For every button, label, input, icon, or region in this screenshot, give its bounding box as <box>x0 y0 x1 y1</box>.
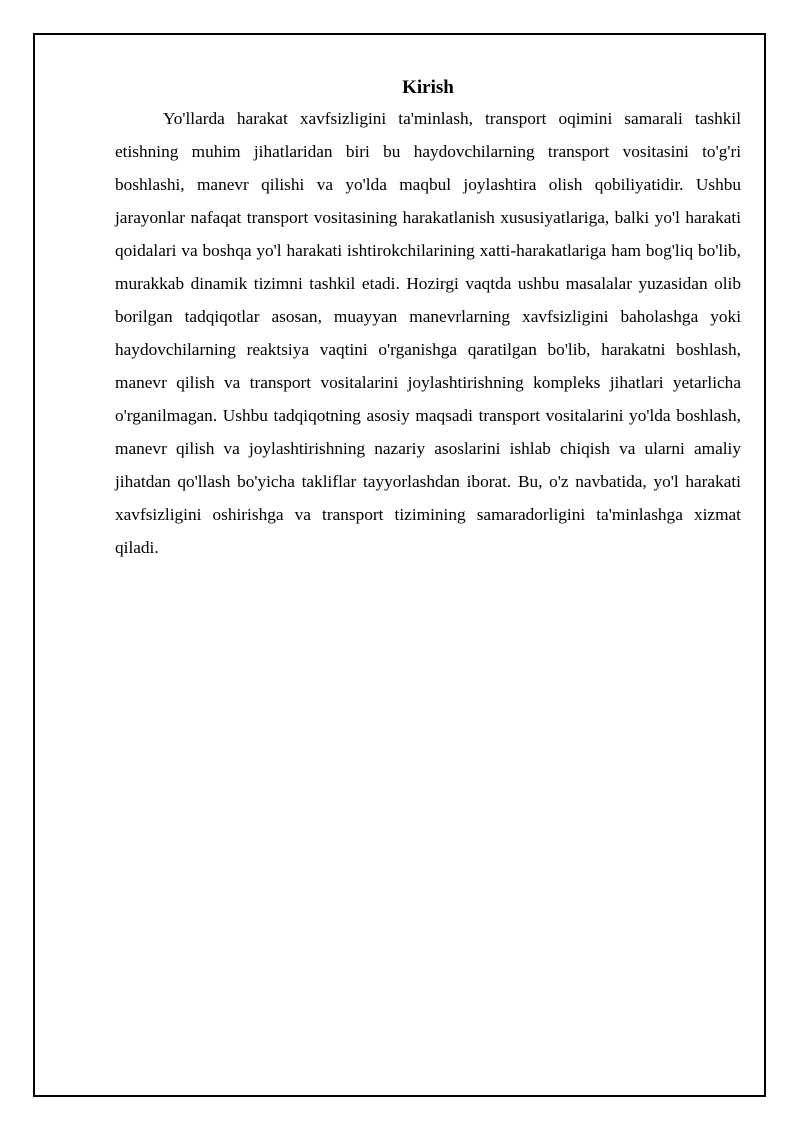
section-heading: Kirish <box>402 77 454 98</box>
body-paragraph: Yo'llarda harakat xavfsizligini ta'minlash, transport oqimini samarali tashkil etishning muhim jihatlaridan biri bu haydovchilarning transport vositasini to'g'ri boshlashi, manevr qilishi va yo'lda maqbul joylashtira olish qobiliyatidir. Ushbu jarayonlar nafaqat transport vositasining harakatlanish xususiyatlariga, balki yo'l harakati qoidalari va boshqa yo'l harakati ishtirokchilarining xatti-harakatlariga ham bog'liq bo'lib, murakkab dinamik tizimni tashkil etadi. Hozirgi vaqtda ushbu masalalar yuzasidan olib borilgan tadqiqotlar asosan, muayyan manevrlarning xavfsizligini baholashga yoki haydovchilarning reaktsiya vaqtini o'rganishga qaratilgan bo'lib, harakatni boshlash, manevr qilish va transport vositalarini joylashtirishning kompleks jihatlari yetarlicha o'rganilmagan. Ushbu tadqiqotning asosiy maqsadi transport vositalarini yo'lda boshlash, manevr qilish va joylashtirishning nazariy asoslarini ishlab chiqish va ularni amaliy jihatdan qo'llash bo'yicha takliflar tayyorlashdan iborat. Bu, o'z navbatida, yo'l harakati xavfsizligini oshirishga va transport tizimining samaradorligini ta'minlashga xizmat qiladi. <box>115 109 741 557</box>
document-body <box>115 75 741 564</box>
